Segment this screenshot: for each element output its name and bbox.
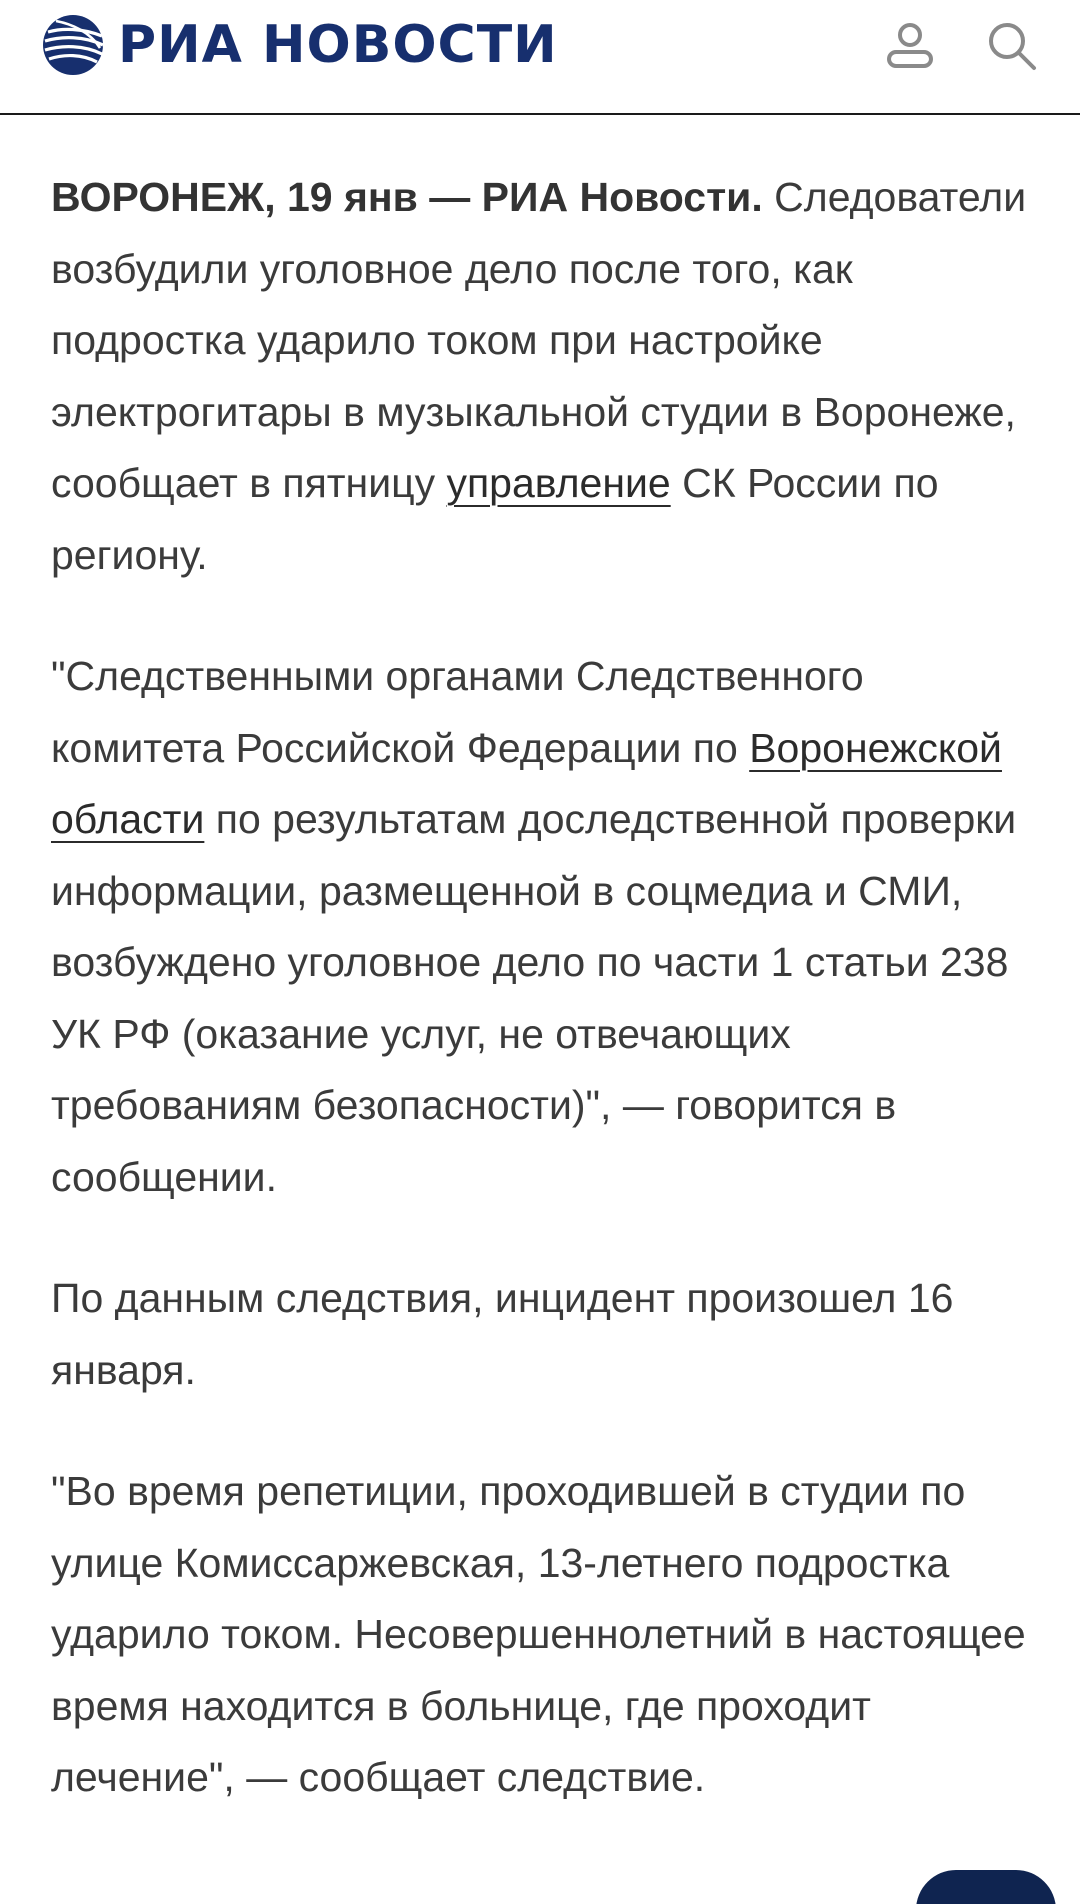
floating-action-button[interactable]: [916, 1870, 1056, 1904]
site-header: [0, 0, 1080, 115]
article-paragraph: По данным следствия, инцидент произошел 16 января.: [51, 1275, 954, 1393]
search-icon: [986, 20, 1038, 72]
article-text: Следователи возбудили уголовное дело после того, как подростка ударило током при настройке электрогитары в музыкальной студии в Воронеже, сообщает в пятницу: [51, 174, 1027, 506]
link-upravlenie[interactable]: управление: [446, 460, 671, 506]
article-body: [51, 162, 1041, 1864]
ria-globe-icon: [42, 14, 104, 76]
article-text: "Следственными органами Следственного комитета Российской Федерации по: [51, 653, 864, 771]
article-paragraph: [51, 162, 1041, 591]
article-lead: ВОРОНЕЖ, 19 янв — РИА Новости.: [51, 174, 763, 220]
article-paragraph: [51, 641, 1041, 1213]
user-button[interactable]: [878, 14, 942, 78]
article-paragraph: "Во время репетиции, проходившей в студии по улице Комиссаржевская, 13-летнего подростка ударило током. Несовершеннолетний в настоящее время находится в больнице, где проходит лечение", — сообщает следствие.: [51, 1468, 1026, 1800]
article-text: по результатам доследственной проверки информации, размещенной в соцмедиа и СМИ, возбуждено уголовное дело по части 1 статьи 238 УК РФ (оказание услуг, не отвечающих требованиям безопасности)", — говорится в сообщении.: [51, 796, 1017, 1200]
user-icon: [885, 21, 935, 71]
search-button[interactable]: [980, 14, 1044, 78]
site-logo[interactable]: [42, 12, 558, 78]
logo-text: РИА НОВОСТИ: [118, 15, 558, 75]
link-voronezh-region[interactable]: Воронежской области: [51, 724, 1002, 842]
article-text: СК России по региону.: [51, 460, 939, 578]
